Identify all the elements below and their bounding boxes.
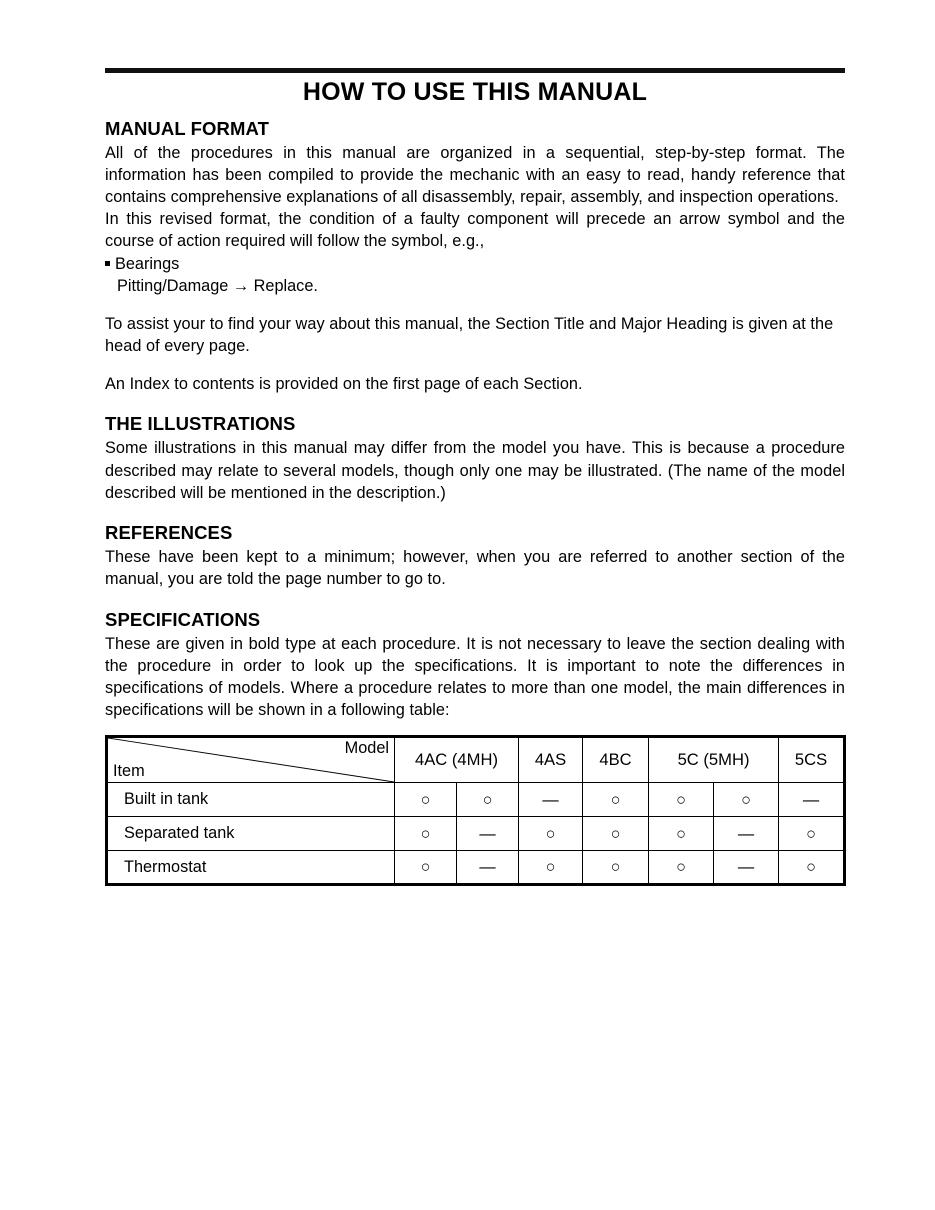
cell-separated-tank-3: ○ — [583, 817, 649, 851]
cell-separated-tank-5: — — [714, 817, 779, 851]
cell-built-in-tank-3: ○ — [583, 783, 649, 817]
cell-thermostat-6: ○ — [779, 851, 845, 885]
manual-format-paragraph-2: In this revised format, the condition of a faulty component will precede an arrow symbol and the course of action required will follow the symbol, e.g., — [105, 210, 845, 251]
manual-format-paragraph-4: An Index to contents is provided on the first page of each Section. — [105, 375, 583, 394]
cell-separated-tank-1: — — [457, 817, 519, 851]
cell-separated-tank-2: ○ — [519, 817, 583, 851]
manual-format-paragraph-3: To assist your to find your way about this manual, the Section Title and Major Heading is given at the head of every page. — [105, 314, 834, 355]
section-heading-manual-format: MANUAL FORMAT — [105, 117, 270, 139]
column-header-4bc: 4BC — [583, 737, 649, 783]
cell-built-in-tank-0: ○ — [395, 783, 457, 817]
cell-thermostat-1: — — [457, 851, 519, 885]
example-bullet-item — [105, 254, 845, 275]
example-bullet-label: Bearings — [115, 254, 180, 273]
page-content — [105, 68, 845, 886]
cell-built-in-tank-2: — — [519, 783, 583, 817]
column-header-5c: 5C (5MH) — [649, 737, 779, 783]
table-row — [107, 783, 845, 817]
cell-thermostat-5: — — [714, 851, 779, 885]
cell-built-in-tank-5: ○ — [714, 783, 779, 817]
cell-separated-tank-6: ○ — [779, 817, 845, 851]
specifications-table-wrap — [105, 735, 843, 886]
column-header-4as: 4AS — [519, 737, 583, 783]
header-rule — [105, 68, 845, 73]
cell-separated-tank-4: ○ — [649, 817, 714, 851]
column-header-4ac: 4AC (4MH) — [395, 737, 519, 783]
bullet-dot-icon — [105, 261, 110, 266]
cell-separated-tank-0: ○ — [395, 817, 457, 851]
column-header-5cs: 5CS — [779, 737, 845, 783]
row-label-thermostat: Thermostat — [107, 851, 395, 885]
illustrations-paragraph-1: Some illustrations in this manual may differ from the model you have. This is because a procedure described may relate to several models, though only one may be illustrated. (The name of the model described will be mentioned in the description.) — [105, 439, 845, 502]
table-row — [107, 851, 845, 885]
section-heading-illustrations: THE ILLUSTRATIONS — [105, 413, 296, 435]
page-title: HOW TO USE THIS MANUAL — [302, 78, 648, 106]
corner-label-model: Model — [344, 739, 389, 758]
manual-format-paragraph-1: All of the procedures in this manual are organized in a sequential, step-by-step format. The information has been compiled to provide the mechanic with an easy to read, handy reference that contains comprehensive explanations of all disassembly, repair, assembly, and inspection operations. — [105, 143, 845, 207]
cell-thermostat-2: ○ — [519, 851, 583, 885]
table-row — [107, 817, 845, 851]
cell-built-in-tank-1: ○ — [457, 783, 519, 817]
cell-thermostat-0: ○ — [395, 851, 457, 885]
table-corner-cell — [107, 737, 395, 783]
row-label-separated-tank: Separated tank — [107, 817, 395, 851]
cell-built-in-tank-6: — — [779, 783, 845, 817]
specifications-paragraph-1: These are given in bold type at each procedure. It is not necessary to leave the section dealing with the procedure in order to look up the specifications. It is important to note the differences in specifications of models. Where a procedure relates to more than one model, the main differences in specifications will be shown in a following table: — [105, 634, 845, 720]
cell-thermostat-3: ○ — [583, 851, 649, 885]
cell-built-in-tank-4: ○ — [649, 783, 714, 817]
corner-label-item: Item — [113, 761, 145, 780]
section-heading-specifications: SPECIFICATIONS — [105, 608, 261, 630]
table-header-row — [107, 737, 845, 783]
references-paragraph-1: These have been kept to a minimum; however, when you are referred to another section of the manual, you are told the page number to go to. — [105, 548, 845, 589]
section-heading-references: REFERENCES — [105, 521, 233, 543]
specifications-table — [105, 735, 846, 886]
row-label-built-in-tank: Built in tank — [107, 783, 395, 817]
cell-thermostat-4: ○ — [649, 851, 714, 885]
example-bullet-detail: Pitting/Damage → Replace. — [117, 276, 318, 295]
